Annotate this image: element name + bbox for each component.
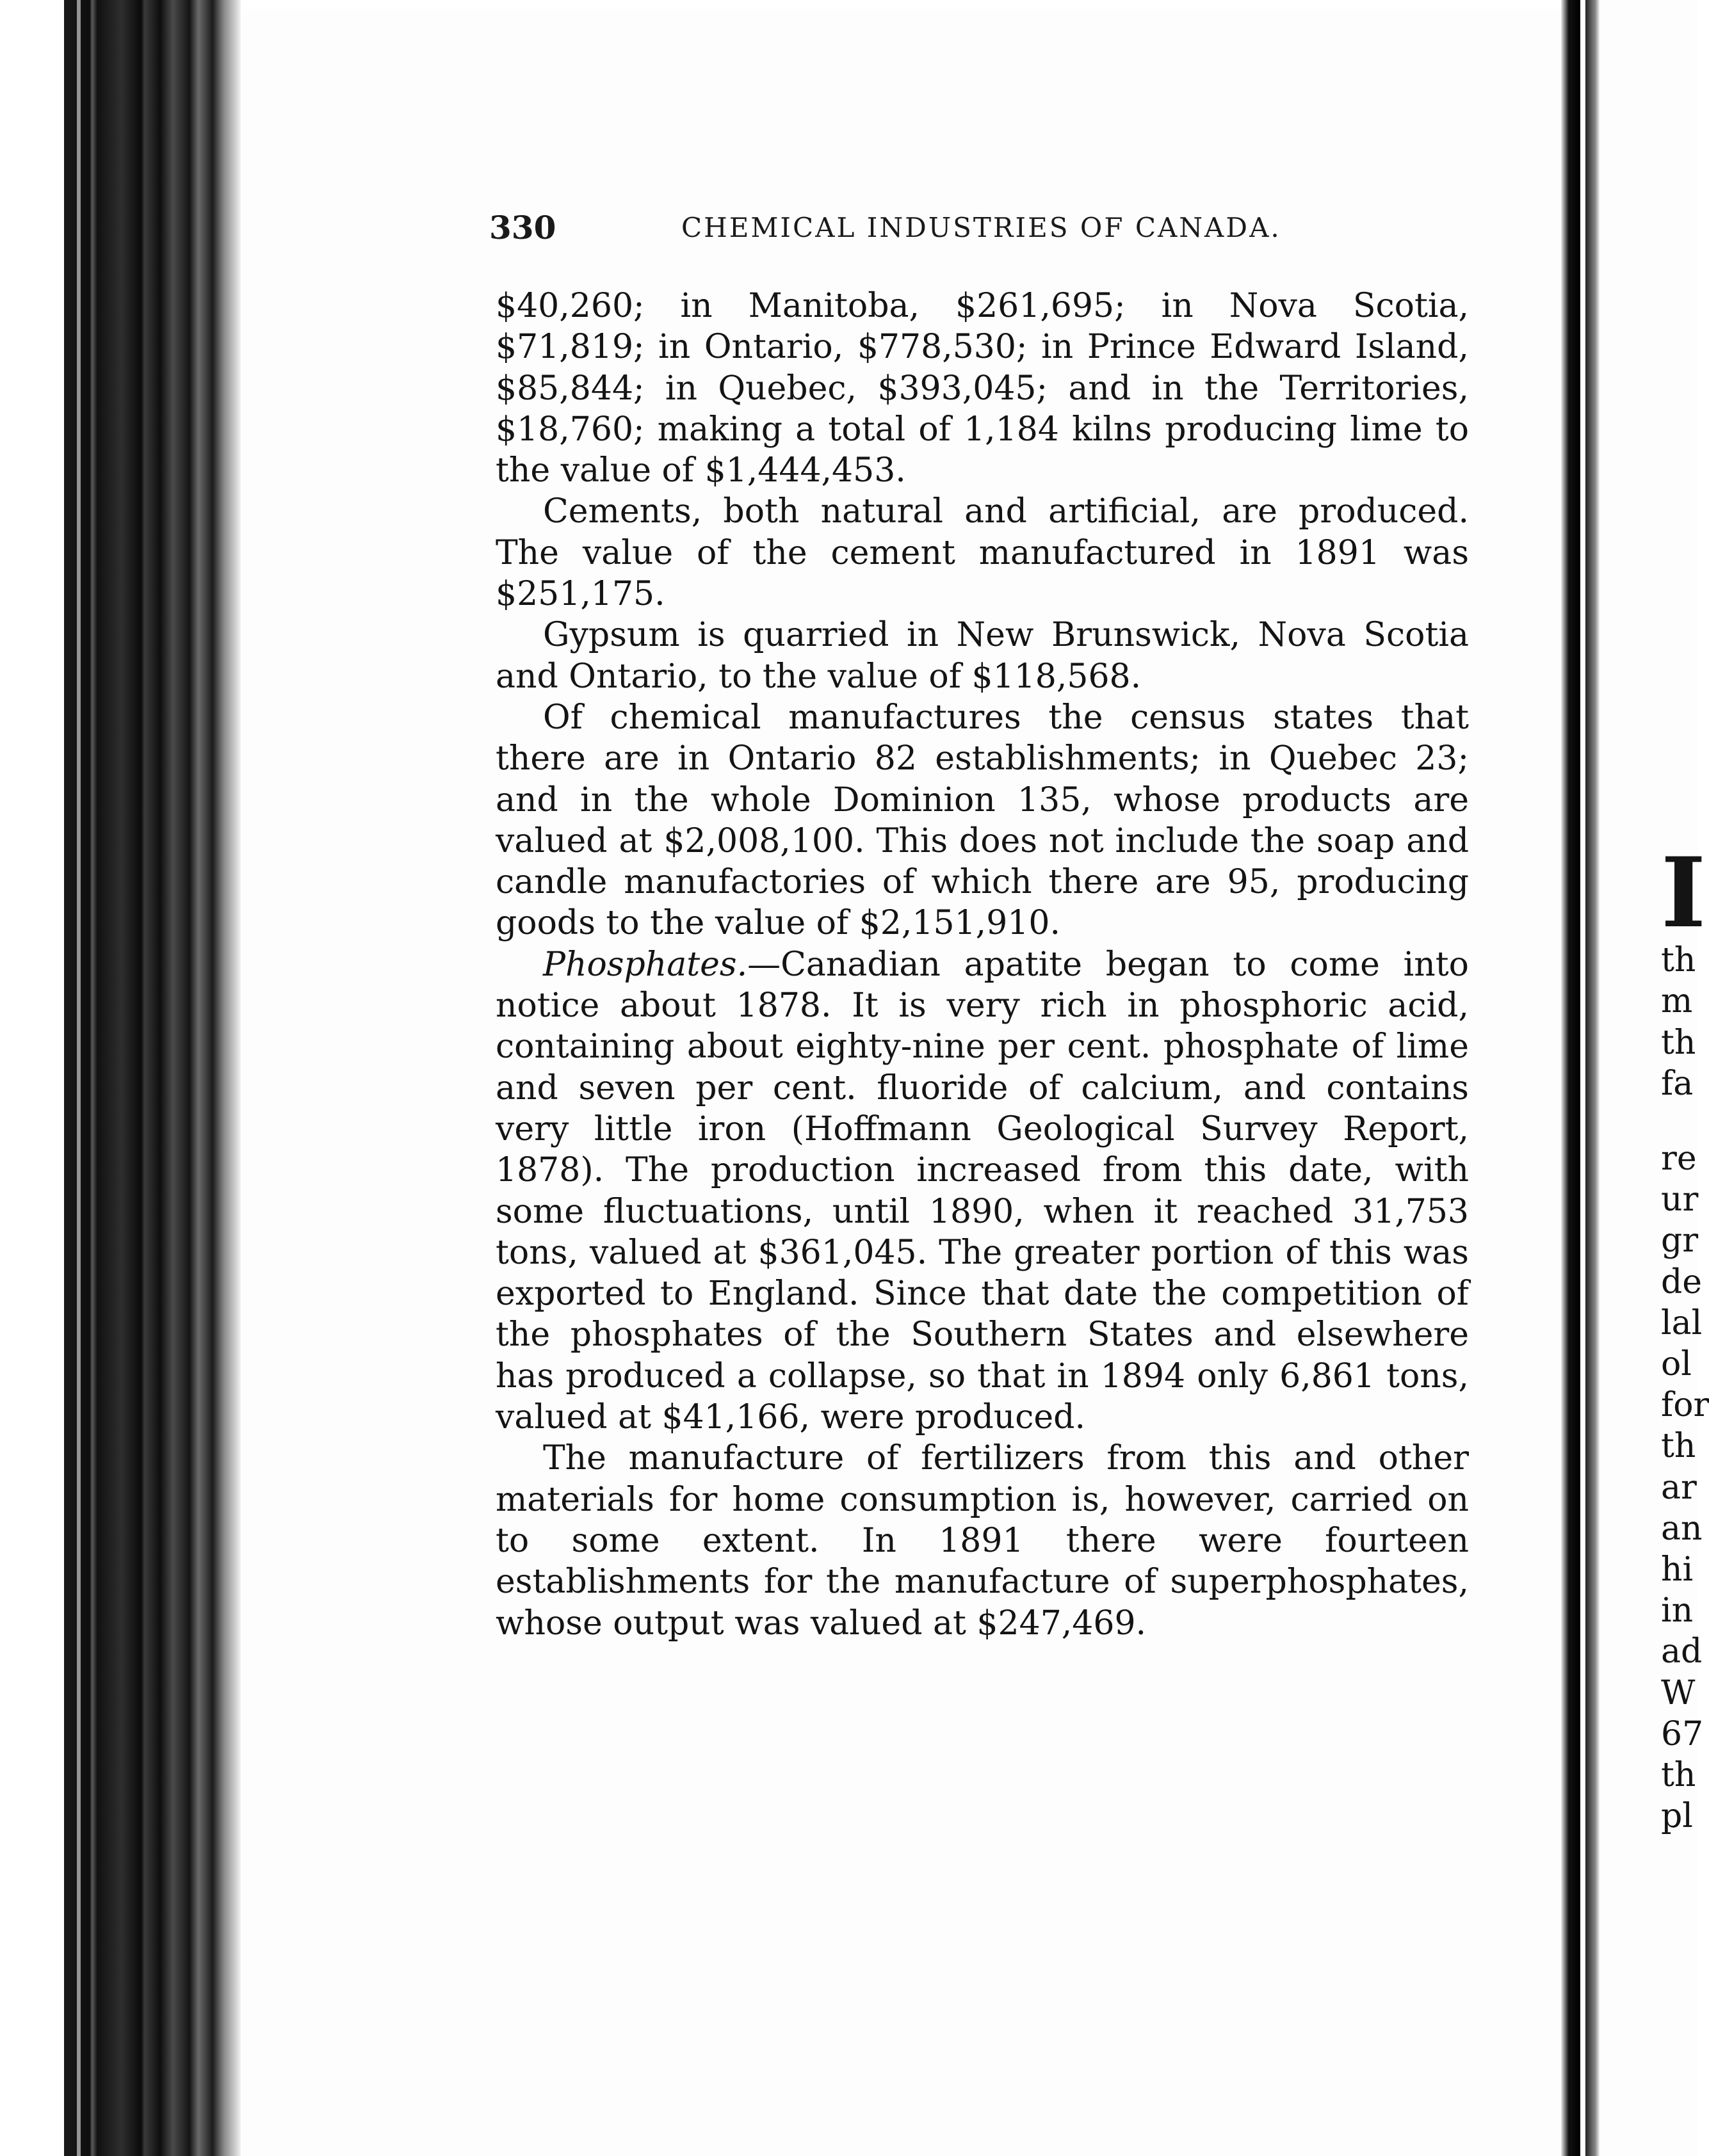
paragraph-text: $40,260; in Manitoba, $261,695; in Nova Scotia, $71,819; in Ontario, $778,530; in Prince Edward Island, $85,844; in Quebec, $393,045; and in the Territories, $18,760; making a total of 1,184 kilns producing lime to the value of $1,444,453. — [496, 287, 1469, 490]
facing-page-text-bottom: re ur gr de lal ol for th ar an hi in ad W 67 th pl — [1661, 1139, 1709, 1836]
paragraph-text: —Canadian apatite began to come into notice about 1878. It is very rich in phosphoric acid, containing about eighty-nine per cent. phosphate of lime and seven per cent. fluoride of calcium, and contains very little iron (Hoffmann Geological Survey Report, 1878). The production increased from this date, with some fluctuations, until 1890, when it reached 31,753 tons, valued at $361,045. The greater portion of this was exported to England. Since that date the competition of the phosphates of the Southern States and elsewhere has produced a collapse, so that in 1894 only 6,861 tons, valued at $41,166, were produced. — [496, 945, 1469, 1437]
page-header-title: CHEMICAL INDUSTRIES OF CANADA. — [681, 212, 1281, 243]
paragraph-gypsum — [496, 615, 1469, 697]
paragraph-text: Of chemical manufactures the census states that there are in Ontario 82 establishments; in Quebec 23; and in the whole Dominion 135, whose products are valued at $2,008,100. This does not include the soap and candle manufactories of which there are 95, producing goods to the value of $2,151,910. — [496, 698, 1469, 943]
facing-page-edge — [1585, 0, 1600, 2156]
paragraph-cements — [496, 491, 1469, 615]
body-text — [496, 286, 1469, 1644]
section-lead: Phosphates. — [543, 945, 748, 984]
page-number: 330 — [489, 209, 556, 246]
paragraph-lime — [496, 286, 1469, 491]
facing-page-drop-cap: I — [1661, 837, 1706, 949]
paragraph-chemical-manufactures — [496, 697, 1469, 944]
book-binding — [64, 0, 241, 2156]
page-gutter — [1561, 0, 1580, 2156]
facing-page-text-top: th m th fa — [1661, 941, 1696, 1104]
paragraph-text: Gypsum is quarried in New Brunswick, Nova Scotia and Ontario, to the value of $118,568. — [496, 616, 1469, 696]
running-head — [489, 209, 1424, 247]
paragraph-phosphates — [496, 944, 1469, 1438]
paragraph-text: The manufacture of fertilizers from this and other materials for home consumption is, however, carried on to some extent. In 1891 there were fourteen establishments for the manufacture of superphosphates, whose output was valued at $247,469. — [496, 1439, 1469, 1643]
paragraph-fertilizers — [496, 1438, 1469, 1643]
paragraph-text: Cements, both natural and artificial, are produced. The value of the cement manufactured in 1891 was $251,175. — [496, 492, 1469, 614]
